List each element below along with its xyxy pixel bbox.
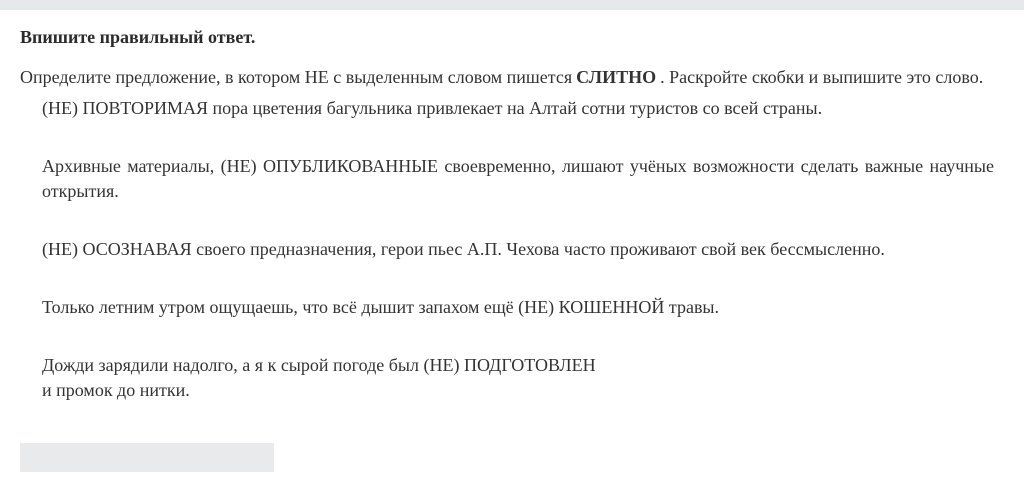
sentence-option-4: Только летним утром ощущаешь, что всё дышит запахом ещё (НЕ) КОШЕННОЙ травы. <box>42 297 720 317</box>
sentence-option-5-line-1: Дожди зарядили надолго, а я к сырой погоде был (НЕ) ПОДГОТОВЛЕН <box>42 355 596 375</box>
answer-input[interactable] <box>20 443 274 472</box>
sentence-option-3: (НЕ) ОСОЗНАВАЯ своего предназначения, герои пьес А.П. Чехова часто проживают свой век бессмысленно. <box>42 239 885 259</box>
question-text-before: Определите предложение, в котором НЕ с выделенным словом пишется <box>20 67 573 87</box>
sentence-option-5-line-2: и промок до нитки. <box>42 380 190 400</box>
sentence-list <box>42 96 994 436</box>
question-text-after: . Раскройте скобки и выпишите это слово. <box>660 67 984 87</box>
sentence-option-5 <box>42 353 994 403</box>
instruction-text: Впишите правильный ответ. <box>20 27 256 47</box>
sentence-option-2: Архивные материалы, (НЕ) ОПУБЛИКОВАННЫЕ своевременно, лишают учёных возможности сделать важные научные открытия. <box>42 156 994 201</box>
top-bar <box>0 0 1024 10</box>
sentence-option-1: (НЕ) ПОВТОРИМАЯ пора цветения багульника привлекает на Алтай сотни туристов со всей страны. <box>42 98 823 118</box>
question-emphasis: СЛИТНО <box>576 67 657 87</box>
question-text <box>20 66 1010 88</box>
